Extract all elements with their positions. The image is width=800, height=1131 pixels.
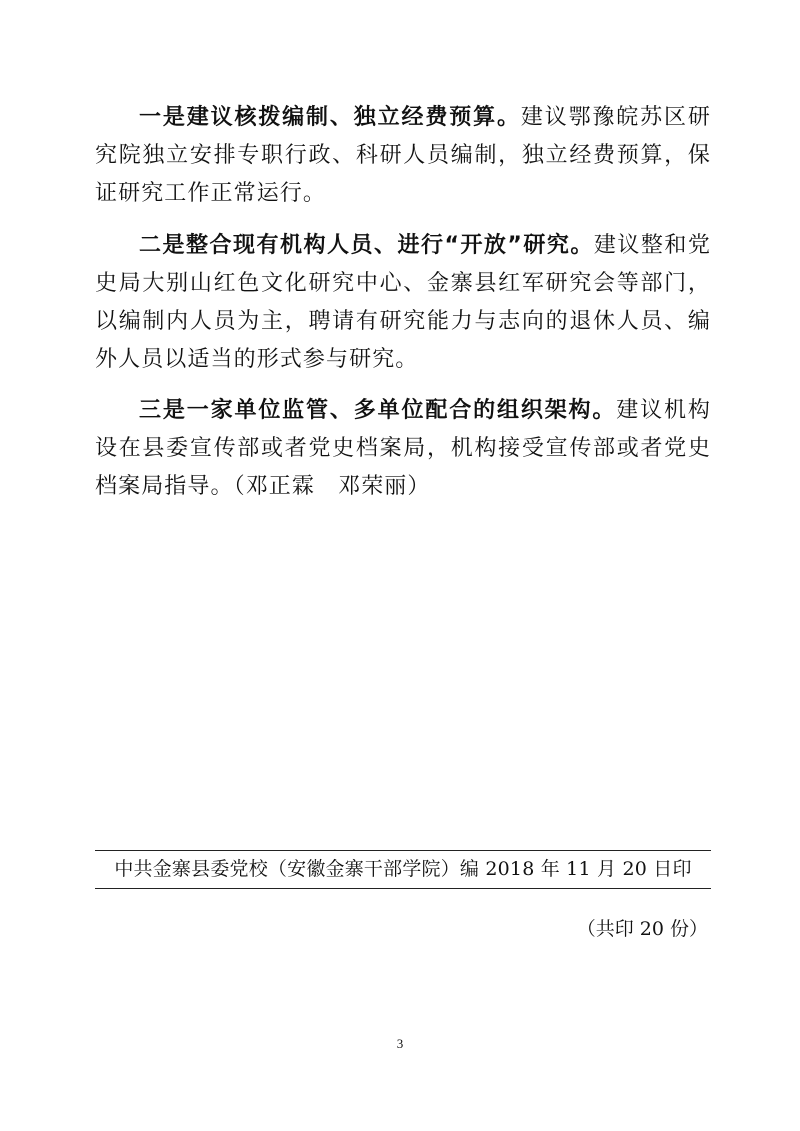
print-copies-note: （共印 20 份） <box>576 918 708 940</box>
paragraph-2-lead: 二是整合现有机构人员、进行“开放”研究。 <box>139 233 594 258</box>
paragraph-1-body: 建议鄂豫皖苏区研究院独立安排专职行政、科研人员编制，独立经费预算，保证研究工作正常运行。 <box>95 105 711 206</box>
paragraph-3-lead: 三是一家单位监管、多单位配合的组织架构。 <box>139 398 617 423</box>
paragraph-1-lead: 一是建议核拨编制、独立经费预算。 <box>139 105 521 130</box>
paragraph-2-body: 建议整和党史局大别山红色文化研究中心、金寨县红军研究会等部门，以编制内人员为主，聘请有研究能力与志向的退休人员、编外人员以适当的形式参与研究。 <box>95 233 711 372</box>
page-number: 3 <box>396 1036 404 1051</box>
paragraph-2 <box>95 227 711 379</box>
paragraph-3 <box>95 392 711 506</box>
paragraph-1 <box>95 99 711 213</box>
paragraph-3-body: 建议机构设在县委宣传部或者党史档案局，机构接受宣传部或者党史档案局指导。（邓正霖 邓荣丽） <box>95 398 711 499</box>
footer-divider-bottom <box>95 888 711 889</box>
footer-divider-top <box>95 850 711 851</box>
publisher-line: 中共金寨县委党校（安徽金寨干部学院）编 2018 年 11 月 20 日印 <box>114 858 692 880</box>
